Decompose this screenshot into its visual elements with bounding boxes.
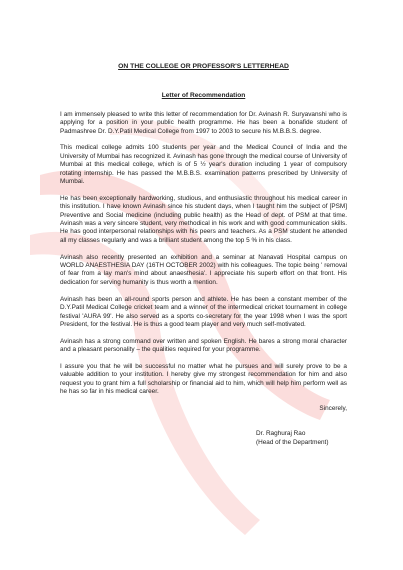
paragraph-exhibition: Avinash also recently presented an exhibition and a seminar at Nanavati Hospital campus on WORLD ANAESTHESIA DAY (16TH OCTOBER 2002) with his colleagues. The topic being ' removal of fear from a lay man's mind about anaesthesia'. I appreciate his superb effort on that front. His dedication for serving humanity is thus worth a mention. [60,253,347,286]
paragraph-recommendation: I assure you that he will be successful no matter what he pursues and will surely prove to be a valuable addition to your institution. I hereby give my strongest recommendation for him and also request you to grant him a full scholarship or financial aid to him, which will help him perform well as he has so far in his medical career. [60,362,347,396]
closing-salutation: Sincerely, [319,404,347,412]
paragraph-sports: Avinash has been an all-round sports person and athlete. He has been a constant member of the D.Y.Patil Medical College cricket team and a winner of the intermedical cricket tournament in college festival 'AURA 99'. He also served as a sports co-secretary for the year 1998 when I was the sport President, for the festival. He is thus a good team player and very much self-motivated. [60,295,347,328]
letterhead-title: ON THE COLLEGE OR PROFESSOR'S LETTERHEAD [118,63,289,70]
paragraph-intro: I am immensely pleased to write this letter of recommendation for Dr. Avinash R. Suryavanshi who is applying for a position in your public health programme. He has been a bonafide student of Padmashree Dr. D.Y.Patil Medical College from 1997 to 2003 to secure his M.B.B.S. degree. [60,110,347,135]
letter-body [60,63,347,447]
signatory-title: (Head of the Department) [256,438,329,446]
paragraph-character: Avinash has a strong command over written and spoken English. He bares a strong moral character and a pleasant personality – the qualities required for your programme. [60,337,347,354]
paragraph-academics: He has been exceptionally hardworking, studious, and enthusiastic throughout his medical career in this institution. I have known Avinash since his student days, when I taught him the subject of [PSM] Preventive and Social medicine (including public health) as the Head of dept. of PSM at that time. Avinash was a very sincere student, very methodical in his work and with good communication skills. He has good interpersonal relationships with his peers and teachers. As a PSM student he attended all my classes regularly and was a brilliant student among the top 5 % in his class. [60,194,347,244]
letter-subject: Letter of Recommendation [161,92,246,100]
paragraph-college: This medical college admits 100 students per year and the Medical Council of India and the University of Mumbai has recognized it. Avinash has gone through the medical course of University of Mumbai at this medical college, which is of 5 ½ year's duration including 1 year of compulsory rotating internship. He has passed the M.B.B.S. examination patterns prescribed by University of Mumbai. [60,144,347,186]
signatory-name: Dr. Raghuraj Rao [256,430,306,438]
